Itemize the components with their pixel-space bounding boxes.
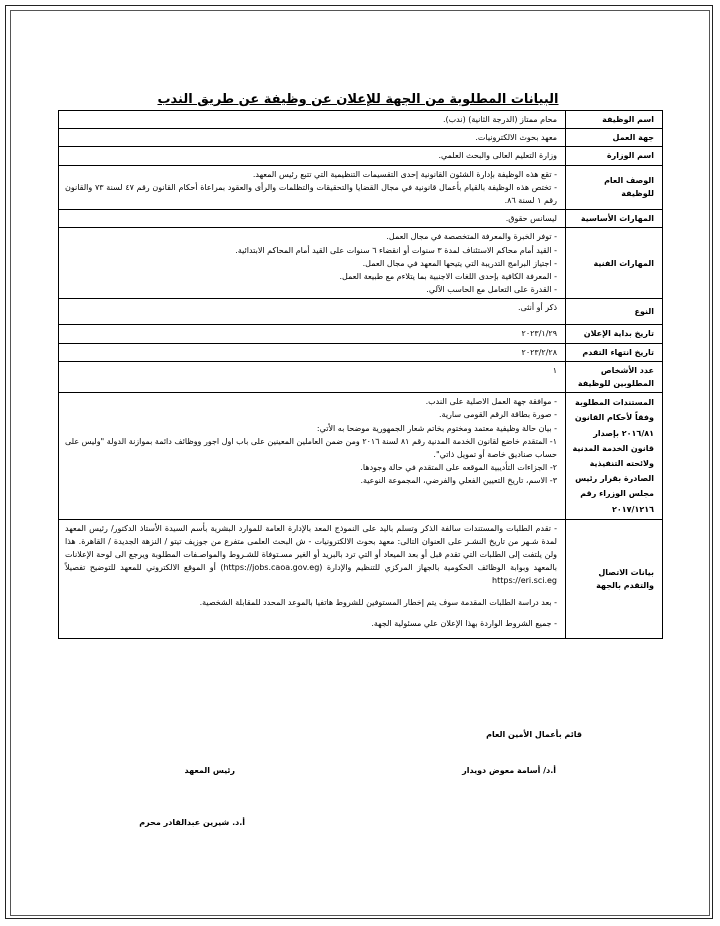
- workplace-value: معهد بحوث الالكترونيات.: [59, 129, 566, 147]
- row-label: النوع: [566, 299, 663, 325]
- job-name-value: محام ممتاز (الدرجة الثانية) (ندب).: [59, 111, 566, 129]
- description-value: [59, 165, 566, 210]
- table-row-technical-skills: [59, 228, 663, 299]
- director-title: رئيس المعهد: [184, 766, 235, 775]
- list-item: - القيد أمام محاكم الاستئناف لمدة ٣ سنوات أو انقضاء ٦ سنوات على القيد أمام المحاكم الابتدائية.: [235, 245, 557, 255]
- list-item: - تقع هذه الوظيفة بإدارة الشئون القانونية إحدى التقسيمات التنظيمية التي تتبع رئيس المعهد.: [252, 169, 557, 179]
- table-row-basic-skills: [59, 210, 663, 228]
- table-row-start-date: [59, 325, 663, 343]
- table-row-contact: [59, 519, 663, 638]
- list-item: - موافقة جهة العمل الاصلية على الندب.: [425, 397, 557, 407]
- start-date-value: ٢٠٢٣/١/٢٩: [59, 325, 566, 343]
- list-item: - القدرة على التعامل مع الحاسب الآلي.: [426, 285, 557, 295]
- list-item: - توفر الخبرة والمعرفة المتخصصة في مجال العمل.: [386, 232, 557, 242]
- table-row-ministry: [59, 147, 663, 165]
- ministry-value: وزارة التعليم العالى والبحث العلمي.: [59, 147, 566, 165]
- table-row-workplace: [59, 129, 663, 147]
- table-row-description: [59, 165, 663, 210]
- document-title: البيانات المطلوبة من الجهة للإعلان عن وظيفة عن طريق الندب: [157, 92, 559, 107]
- table-row-end-date: [59, 343, 663, 361]
- list-item: - جميع الشروط الواردة بهذا الإعلان علي مسئولية الجهة.: [371, 618, 557, 628]
- job-details-table: [58, 110, 663, 639]
- table-row-gender: [59, 299, 663, 325]
- table-row-job-name: [59, 111, 663, 129]
- acting-secretary-name: أ.د/ أسامة معوض دويدار: [462, 766, 556, 775]
- row-label: المهارات الأساسية: [566, 210, 663, 228]
- end-date-value: ٢٠٢٣/٢/٢٨: [59, 343, 566, 361]
- list-item: - بيان حالة وظيفية معتمد ومختوم بخاتم شعار الجمهورية موضحا به الأتي:: [316, 423, 557, 433]
- table-row-count: [59, 361, 663, 392]
- list-item: ٢- الجزاءات التأديبية الموقعه على المتقدم في حالة وجودها.: [360, 463, 557, 473]
- row-label: بيانات الاتصال والتقدم بالجهة: [566, 519, 663, 638]
- basic-skills-value: ليسانس حقوق.: [59, 210, 566, 228]
- count-value: ١: [59, 361, 566, 392]
- list-item: ٣- الاسم، تاريخ التعيين الفعلي والفرضي، المجموعة النوعية.: [360, 476, 557, 486]
- director-name: أ.د. شيرين عبدالقادر محرم: [139, 818, 245, 827]
- row-label: تاريخ بداية الإعلان: [566, 325, 663, 343]
- list-item: - تختص هذه الوظيفة بالقيام بأعمال قانونية في مجال القضايا والتحقيقات والتظلمات والرأى والعقود بمراعاة أحكام القانون رقم ٤٧ لسنة ٧٣ والقانون رقم ١ لسنة ٨٦.: [65, 182, 557, 205]
- row-label: تاريخ انتهاء التقدم: [566, 343, 663, 361]
- list-item: - بعد دراسة الطلبات المقدمة سوف يتم إخطار المستوفين للشروط هاتفيا بالموعد المحدد للمقابلة الشخصية.: [199, 597, 557, 607]
- list-item: - اجتياز البرامج التدريبة التي يتيحها المعهد في مجال العمل.: [362, 258, 557, 268]
- row-label: المستندات المطلوبة وفقاً لأحكام القانون ٢٠١٦/٨١ بإصدار قانون الخدمة المدنية ولائحته التنفيذية الصادرة بقرار رئيس مجلس الوزراء رقم ٢٠١٧/١٢١٦: [566, 393, 663, 520]
- row-label: اسم الوزارة: [566, 147, 663, 165]
- documents-value: [59, 393, 566, 520]
- list-item: ١- المتقدم خاضع لقانون الخدمة المدنية رقم ٨١ لسنة ٢٠١٦ ومن ضمن العاملين المعينين على باب اول اجور ووظائف دائمة بموازنة الدولة "وليس على حساب صناديق خاصة أو تمويل ذاتي".: [65, 436, 557, 459]
- technical-skills-value: [59, 228, 566, 299]
- list-item: - المعرفة الكافية بإحدى اللغات الاجنبية بما يتلاءم مع طبيعة العمل.: [339, 271, 557, 281]
- table-row-documents: [59, 393, 663, 520]
- list-item: - تقدم الطلبات والمستندات سالفة الذكر وتسلم باليد على النموذج المعد بالإدارة العامة للموارد البشرية بأسم السيدة الأستاذ الدكتور/ رئيس المعهد لمدة شـهر من تاريخ النشـر على العنوان التالى: معهد بحوث الالكترونيات - ش البحث العلمى متفرع من جوزيف تيتو / النزهة الجديدة / القاهرة. هذا ولن يلتفت إلى الطلبات التي تقدم قبل أو بعد الميعاد أو التي ترد بالبريد أو الغير مسـتوفاة للشـروط والمواصـفات المطلوبة ويرجع الى لوحة الإعلانات بالمعهد وبوابة الوظائف الحكومية بالجهاز المركزي للتنظيم والإدارة (https://jobs.caoa.gov.eg) أو الموقع الالكتروني للمعهد للتوضيح تفصيلاً https://eri.sci.eg: [65, 523, 557, 586]
- acting-secretary-title: قائم بأعمال الأمين العام: [486, 730, 582, 739]
- row-label: عدد الأشخاص المطلوبين للوظيفة: [566, 361, 663, 392]
- row-label: الوصف العام للوظيفة: [566, 165, 663, 210]
- row-label: اسم الوظيفة: [566, 111, 663, 129]
- row-label: المهارات الفنية: [566, 228, 663, 299]
- list-item: - صورة بطاقة الرقم القومى سارية.: [439, 410, 557, 420]
- contact-value: [59, 519, 566, 638]
- gender-value: ذكر أو أنثى.: [59, 299, 566, 325]
- row-label: جهة العمل: [566, 129, 663, 147]
